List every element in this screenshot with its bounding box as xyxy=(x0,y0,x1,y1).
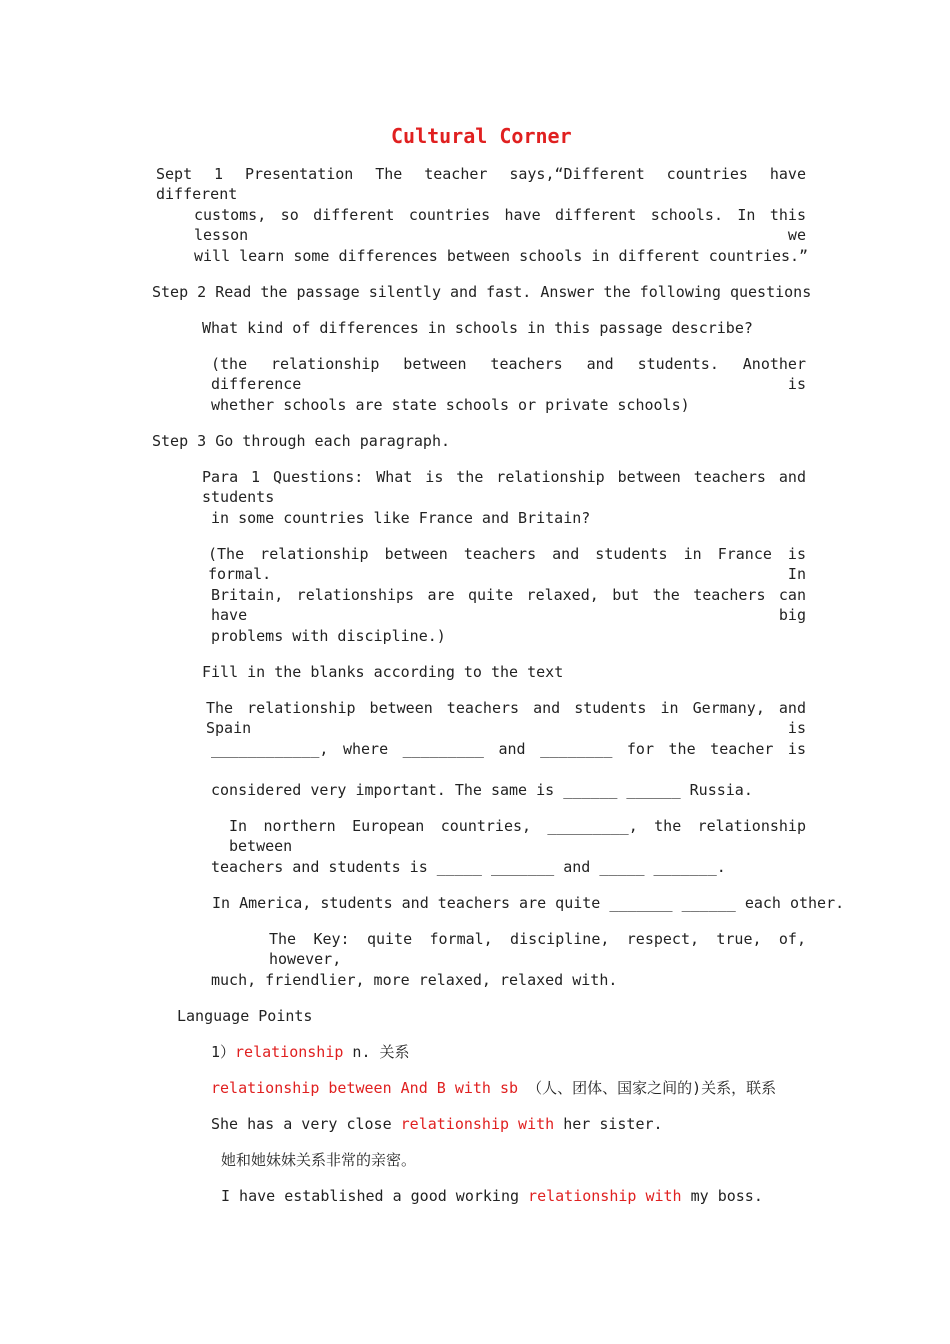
step2-question: What kind of differences in schools in this passage describe? xyxy=(202,319,753,337)
example-sentence-2 xyxy=(221,1186,763,1206)
step3-heading: Step 3 Go through each paragraph. xyxy=(152,432,451,450)
para1-answer-line1: (The relationship between teachers and students in France is formal. In xyxy=(208,545,806,583)
language-points-heading: Language Points xyxy=(177,1007,313,1025)
answer-key-line1: The Key: quite formal, discipline, respect, true, of, however, xyxy=(269,930,806,968)
example-1-text-after: her sister. xyxy=(554,1115,663,1133)
step2-heading: Step 2 Read the passage silently and fast. Answer the following questions xyxy=(152,283,812,301)
step1-line1: Sept 1 Presentation The teacher says,“Different countries have different xyxy=(156,165,806,203)
vocab-part-of-speech: n. 关系 xyxy=(343,1043,410,1061)
fill-blanks-line6: In America, students and teachers are quite _______ ______ each other. xyxy=(212,894,845,912)
step1-line3: will learn some differences between schools in different countries.” xyxy=(194,247,809,265)
example-2-highlight: relationship with xyxy=(528,1187,682,1205)
para1-answer-line2: Britain, relationships are quite relaxed, but the teachers can have big xyxy=(211,586,806,624)
fill-blanks-heading: Fill in the blanks according to the text xyxy=(202,663,564,681)
page-title: Cultural Corner xyxy=(391,124,572,148)
example-2-text-after: my boss. xyxy=(681,1187,763,1205)
para1-answer-line3: problems with discipline.) xyxy=(211,627,446,645)
fill-blanks-line1: The relationship between teachers and students in Germany, and Spain is xyxy=(206,699,806,737)
para1-question-line2: in some countries like France and Britain? xyxy=(211,509,591,527)
example-sentence-1-translation: 她和她妹妹关系非常的亲密。 xyxy=(221,1151,417,1169)
step2-answer-line1: (the relationship between teachers and students. Another difference is xyxy=(211,355,806,393)
vocab-word: relationship xyxy=(235,1043,344,1061)
para1-question-line1: Para 1 Questions: What is the relationship between teachers and students xyxy=(202,468,806,506)
example-1-highlight: relationship with xyxy=(400,1115,555,1133)
step1-line2: customs, so different countries have different schools. In this lesson we xyxy=(194,206,806,244)
vocab-pattern-phrase: relationship between And B with sb xyxy=(211,1079,519,1097)
vocab-item xyxy=(211,1042,410,1062)
example-1-text-before: She has a very close xyxy=(211,1115,401,1133)
example-2-text-before: I have established a good working xyxy=(221,1187,529,1205)
vocab-pattern-meaning: （人、团体、国家之间的)关系，联系 xyxy=(527,1079,777,1097)
example-sentence-1 xyxy=(211,1114,663,1134)
fill-blanks-line3: considered very important. The same is ______ ______ Russia. xyxy=(211,781,753,799)
fill-blanks-line2: ____________, where _________ and ________ for the teacher is xyxy=(211,740,806,758)
step2-answer-line2: whether schools are state schools or private schools) xyxy=(211,396,690,414)
vocab-pattern xyxy=(211,1078,776,1098)
fill-blanks-line4: In northern European countries, _________, the relationship between xyxy=(229,817,806,855)
vocab-item-number: 1） xyxy=(211,1043,236,1061)
fill-blanks-line5: teachers and students is _____ _______ and _____ _______. xyxy=(211,858,726,876)
answer-key-line2: much, friendlier, more relaxed, relaxed with. xyxy=(211,971,618,989)
